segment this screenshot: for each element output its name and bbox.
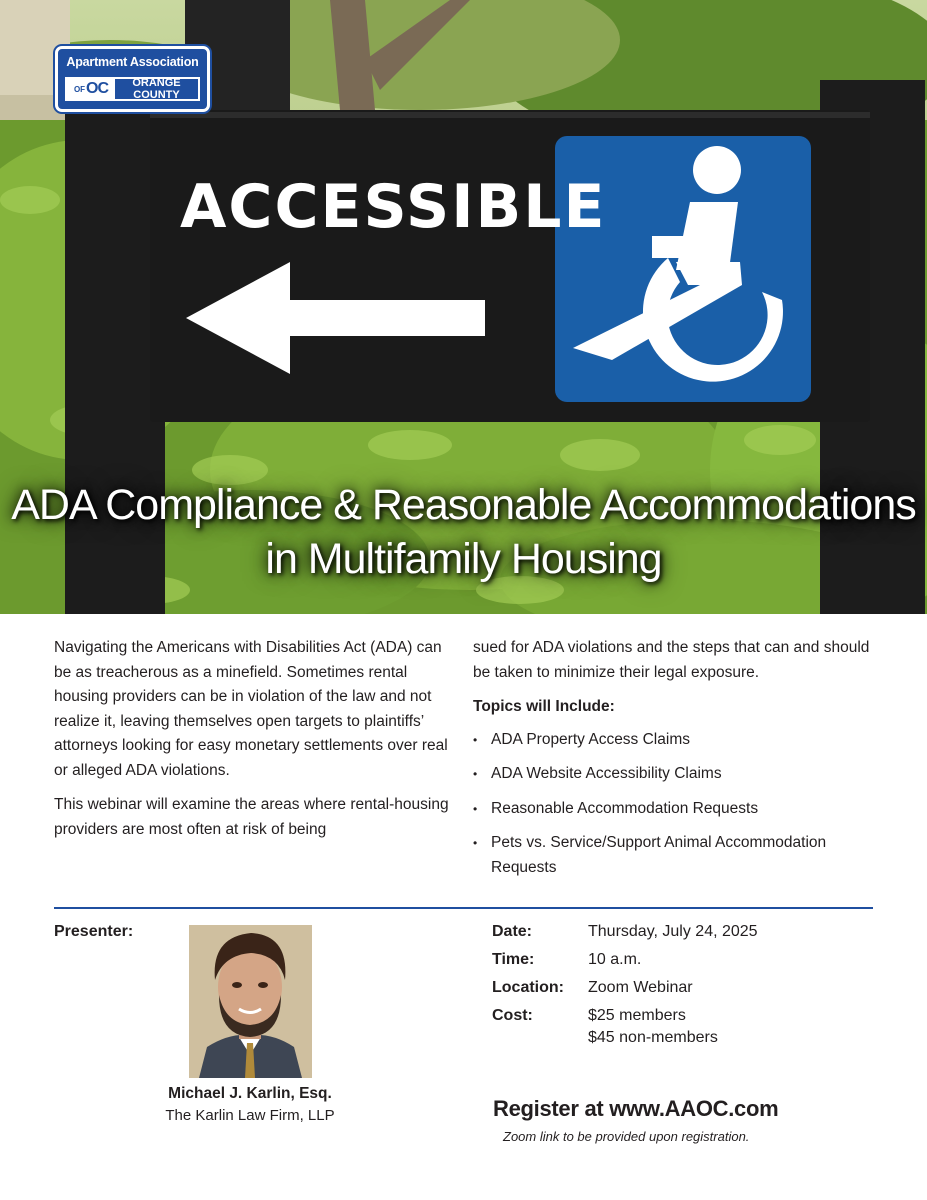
bullet-icon: •	[473, 767, 478, 781]
aaoc-logo	[55, 46, 210, 112]
list-item	[473, 831, 873, 880]
topics-heading: Topics will Include:	[473, 698, 615, 715]
cost-nonmembers: $45 non-members	[588, 1029, 718, 1046]
presenter-name: Michael J. Karlin, Esq.	[168, 1085, 332, 1102]
time-label: Time:	[492, 951, 535, 968]
presenter-firm: The Karlin Law Firm, LLP	[165, 1107, 335, 1124]
bullet-icon: •	[473, 801, 478, 816]
date-row	[492, 921, 872, 943]
presenter-portrait	[189, 925, 312, 1078]
cost-members: $25 members	[588, 1007, 686, 1024]
cost-label: Cost:	[492, 1007, 533, 1024]
location-value: Zoom Webinar	[588, 979, 693, 996]
logo-county-text: ORANGE COUNTY	[132, 77, 181, 101]
section-divider	[54, 907, 873, 909]
logo-oc-mark	[67, 79, 115, 99]
topic-text: Reasonable Accommodation Requests	[491, 799, 759, 817]
time-value: 10 a.m.	[588, 951, 642, 968]
location-row	[492, 977, 872, 999]
list-item	[473, 797, 873, 822]
topics-list	[473, 728, 873, 881]
title-line-1: ADA Compliance & Reasonable Accommodations	[11, 481, 916, 529]
title-line-2: in Multifamily Housing	[265, 535, 662, 583]
sign-accessible-text: ACCESSIBLE	[180, 172, 607, 242]
event-details	[492, 921, 872, 1055]
list-item	[473, 728, 873, 753]
presenter-photo	[189, 925, 312, 1078]
time-row	[492, 949, 872, 971]
cost-values	[588, 1005, 718, 1049]
cost-row	[492, 1005, 872, 1049]
body-column-left	[54, 636, 452, 852]
topic-text: ADA Website Accessibility Claims	[491, 765, 722, 782]
logo-of-text: OF	[73, 84, 86, 94]
page-title	[0, 478, 927, 586]
list-item	[473, 762, 873, 787]
location-label: Location:	[492, 979, 564, 996]
intro-paragraph: Navigating the Americans with Disabilities Act (ADA) can be as treacherous as a minefield. Sometimes rental housing providers can be in violation of the law and not realize it, leaving themselves open targets to plaintiffs’ attorneys looking for easy monetary settlements over real or alleged ADA violations.	[54, 639, 448, 779]
topic-text: ADA Property Access Claims	[491, 730, 690, 748]
bullet-icon: •	[473, 836, 478, 850]
body-column-right	[473, 636, 873, 890]
register-link[interactable]: Register at www.AAOC.com	[493, 1096, 779, 1121]
logo-top-text: Apartment Association	[66, 55, 199, 69]
logo-bottom-bar	[65, 77, 200, 101]
date-value: Thursday, July 24, 2025	[588, 923, 758, 940]
topic-text: Pets vs. Service/Support Animal Accommodation Requests	[491, 834, 827, 876]
presenter-label: Presenter:	[54, 923, 134, 940]
bullet-icon: •	[473, 732, 478, 747]
zoom-note: Zoom link to be provided upon registration.	[503, 1129, 750, 1144]
webinar-paragraph-end: sued for ADA violations and the steps that can and should be taken to minimize their legal exposure.	[473, 639, 870, 681]
webinar-paragraph-start: This webinar will examine the areas where rental-housing providers are most often at risk of being	[54, 796, 449, 838]
logo-oc-text: OC	[86, 80, 109, 97]
date-label: Date:	[492, 923, 533, 940]
